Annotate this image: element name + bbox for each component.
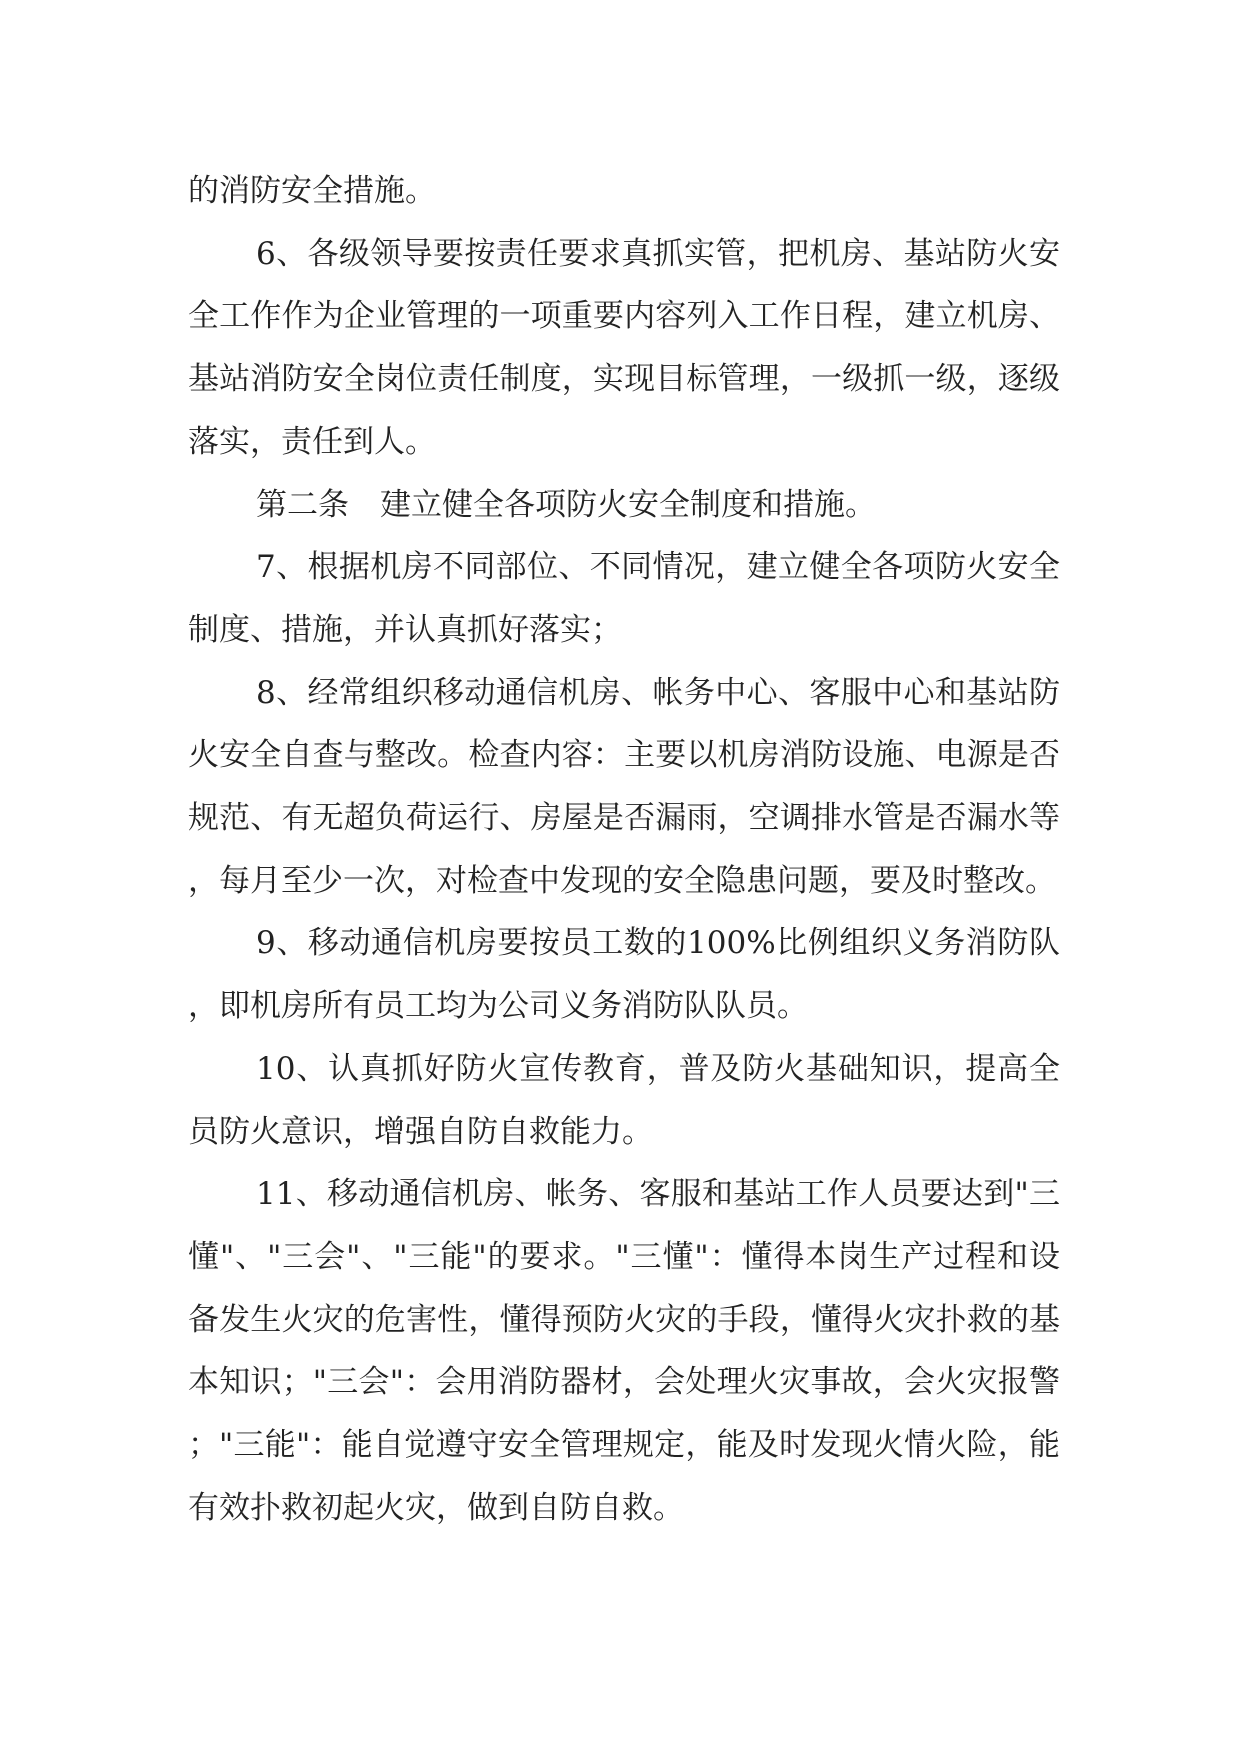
paragraph-item-8: 8、经常组织移动通信机房、帐务中心、客服中心和基站防火安全自查与整改。检查内容：主要以机房消防设施、电源是否规范、有无超负荷运行、房屋是否漏雨，空调排水管是否漏水等，每月至少一次，对检查中发现的安全隐患问题，要及时整改。	[188, 674, 1060, 899]
paragraph-item-11: 11、移动通信机房、帐务、客服和基站工作人员要达到"三懂"、"三会"、"三能"的要求。"三懂"：懂得本岗生产过程和设备发生火灾的危害性，懂得预防火灾的手段，懂得火灾扑救的基本知识；"三会"：会用消防器材，会处理火灾事故，会火灾报警；"三能"：能自觉遵守安全管理规定，能及时发现火情火险，能有效扑救初起火灾，做到自防自救。	[188, 1176, 1060, 1526]
paragraph-item-7: 7、根据机房不同部位、不同情况，建立健全各项防火安全制度、措施，并认真抓好落实；	[188, 549, 1060, 648]
paragraph-item-6: 6、各级领导要按责任要求真抓实管，把机房、基站防火安全工作作为企业管理的一项重要内容列入工作日程，建立机房、基站消防安全岗位责任制度，实现目标管理，一级抓一级，逐级落实，责任到人。	[188, 235, 1060, 460]
paragraph-item-10: 10、认真抓好防火宣传教育，普及防火基础知识，提高全员防火意识，增强自防自救能力。	[188, 1050, 1060, 1150]
paragraph-continuation: 的消防安全措施。	[188, 173, 436, 209]
section-heading-article-2: 第二条 建立健全各项防火安全制度和措施。	[256, 486, 876, 523]
document-body	[188, 160, 1060, 1539]
paragraph-item-9: 9、移动通信机房要按员工数的100%比例组织义务消防队，即机房所有员工均为公司义务消防队队员。	[188, 925, 1060, 1025]
